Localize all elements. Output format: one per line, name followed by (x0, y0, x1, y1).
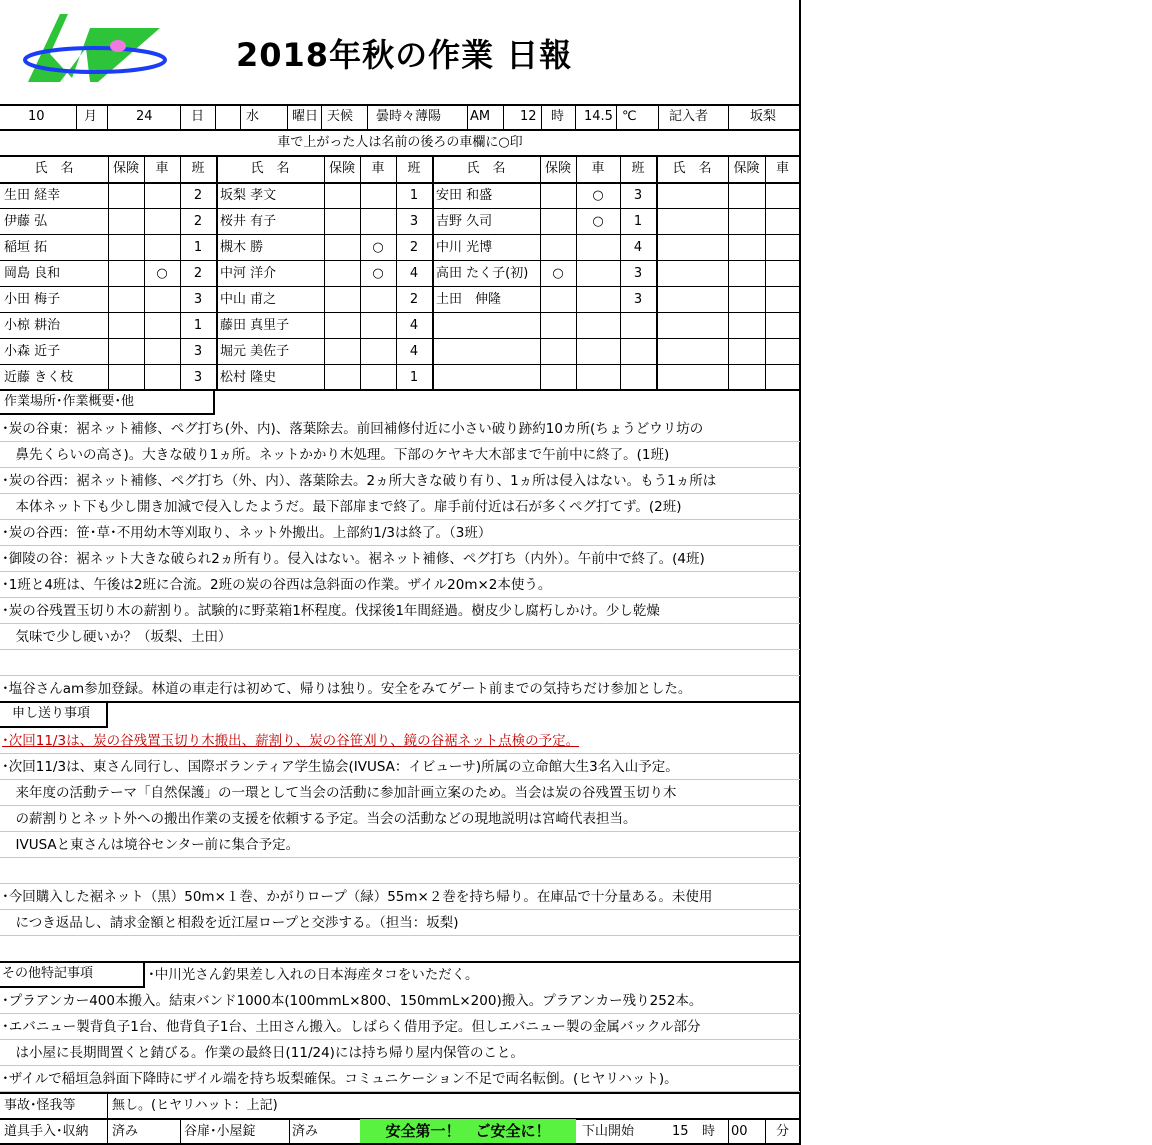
divider (107, 1093, 108, 1119)
group-logo (20, 8, 170, 90)
table-header: 保険 (544, 161, 571, 176)
member-name: 藤田 真里子 (220, 318, 290, 333)
member-name: 生田 経幸 (4, 188, 61, 203)
table-header: 車 (591, 161, 605, 176)
safety-slogan: 安全第一！ ご安全に！ (360, 1119, 576, 1144)
member-team: 2 (193, 214, 203, 229)
descent-hour-label: 時 (702, 1124, 716, 1139)
text-line: 気味で少し硬いか？（坂梨、土田） (2, 629, 232, 645)
ampm-value: AM (470, 109, 491, 124)
member-team: 3 (633, 188, 643, 203)
divider (620, 156, 621, 390)
divider (180, 1119, 181, 1145)
divider (541, 105, 542, 130)
divider (107, 105, 108, 130)
member-name: 伊藤 弘 (4, 214, 48, 229)
divider (180, 156, 181, 390)
member-team: 1 (409, 370, 419, 385)
weekday-value: 水 (246, 109, 260, 124)
divider (616, 105, 617, 130)
hour-label: 時 (551, 109, 565, 124)
other-first-line: ･中川光さん釣果差し入れの日本海産タコをいただく。 (148, 967, 479, 983)
divider (216, 156, 218, 390)
text-line: 本体ネット下も少し開き加減で侵入したようだ。最下部扉まで終了。扉手前付近は石が多くペグ打てず。(2班) (2, 499, 682, 515)
divider (360, 156, 361, 390)
member-team: 3 (409, 214, 419, 229)
table-header: 氏 名 (34, 161, 74, 176)
handover-label: 申し送り事項 (12, 706, 91, 721)
member-team: 2 (193, 188, 203, 203)
divider (367, 105, 368, 130)
member-team: 3 (193, 292, 203, 307)
divider (503, 105, 504, 130)
lock-value: 済み (292, 1124, 319, 1139)
member-name: 岡島 良和 (4, 266, 61, 281)
member-team: 4 (409, 318, 419, 333)
weather-label: 天候 (327, 109, 354, 124)
descent-hour: 15 (672, 1124, 689, 1139)
hour-value: 12 (520, 109, 537, 124)
day-label: 日 (191, 109, 205, 124)
member-name: 小森 近子 (4, 344, 61, 359)
member-team: 4 (409, 344, 419, 359)
member-name: 中河 洋介 (220, 266, 277, 281)
divider (432, 156, 434, 390)
member-name: 中川 光博 (436, 240, 493, 255)
member-name: 安田 和盛 (436, 188, 493, 203)
member-team: 1 (193, 318, 203, 333)
member-name: 小椋 耕治 (4, 318, 61, 333)
month-label: 月 (84, 109, 98, 124)
temperature-value: 14.5 (584, 109, 613, 124)
table-header: 保険 (733, 161, 760, 176)
member-name: 槻木 勝 (220, 240, 264, 255)
temperature-unit: ℃ (622, 109, 637, 124)
table-header: 車 (371, 161, 385, 176)
divider (658, 105, 659, 130)
divider (107, 1119, 108, 1145)
member-team: 4 (409, 266, 419, 281)
member-name: 近藤 きく枝 (4, 370, 74, 385)
divider (215, 105, 216, 130)
text-line: ･次回11/3は、東さん同行し、国際ボランティア学生協会(IVUSA：イビューサ)所属の立命館大生3名入山予定。 (2, 759, 679, 775)
divider (728, 1119, 729, 1145)
text-line: ･エバニュー製背負子1台、他背負子1台、土田さん搬入。しばらく借用予定。但しエバニュー製の金属バックル部分 (2, 1019, 701, 1035)
member-name: 桜井 有子 (220, 214, 277, 229)
text-line: 来年度の活動テーマ「自然保護」の一環として当会の活動に参加計画立案のため。当会は炭の谷残置玉切り木 (2, 785, 677, 801)
tools-value: 済み (112, 1124, 139, 1139)
table-header: 車 (155, 161, 169, 176)
member-team: 2 (409, 240, 419, 255)
page-title: 2018年秋の作業 日報 (236, 36, 573, 74)
member-team: 1 (633, 214, 643, 229)
tools-label: 道具手入･収納 (4, 1124, 89, 1139)
member-name: 中山 甫之 (220, 292, 277, 307)
member-team: 3 (193, 344, 203, 359)
text-line: につき返品し、請求金額と相殺を近江屋ロープと交渉する。（担当：坂梨) (2, 915, 459, 931)
text-line: ･炭の谷西：裾ネット補修、ペグ打ち（外、内）、落葉除去。2ヵ所大きな破り有り、1ヵ所は侵入はない。もう1ヵ所は (2, 473, 717, 489)
divider (656, 156, 658, 390)
member-car: ○ (156, 266, 168, 281)
member-team: 1 (409, 188, 419, 203)
table-header: 氏 名 (672, 161, 712, 176)
descent-minute: 00 (731, 1124, 748, 1139)
member-insurance: ○ (552, 266, 564, 281)
member-car: ○ (592, 188, 604, 203)
member-name: 坂梨 孝文 (220, 188, 277, 203)
text-line: ･1班と4班は、午後は2班に合流。2班の炭の谷西は急斜面の作業。ザイル20m×2本使う。 (2, 577, 552, 593)
divider (576, 156, 577, 390)
divider (728, 105, 729, 130)
member-team: 2 (409, 292, 419, 307)
table-header: 保険 (112, 161, 139, 176)
table-header: 氏 名 (250, 161, 290, 176)
divider (396, 156, 397, 390)
text-line: ･次回11/3は、炭の谷残置玉切り木搬出、薪割り、炭の谷笹刈り、鏡の谷裾ネット点検の予定。 (2, 733, 580, 749)
table-header: 班 (631, 161, 645, 176)
member-name: 堀元 美佐子 (220, 344, 290, 359)
text-line: IVUSAと東さんは境谷センター前に集合予定。 (2, 837, 300, 853)
recorder-label: 記入者 (669, 109, 709, 124)
table-header: 班 (191, 161, 205, 176)
text-line: ･今回購入した裾ネット（黒）50m×１巻、かがりロープ（緑）55m×２巻を持ち帰り。在庫品で十分量ある。未使用 (2, 889, 713, 905)
text-line: ･プラアンカー400本搬入。結束バンド1000本(100mmL×800、150mmL×200)搬入。プラアンカー残り252本。 (2, 993, 703, 1009)
divider (728, 156, 729, 390)
table-header: 保険 (328, 161, 355, 176)
member-car: ○ (372, 266, 384, 281)
recorder-value: 坂梨 (750, 109, 777, 124)
divider (287, 105, 288, 130)
member-name: 稲垣 拓 (4, 240, 48, 255)
text-line: 鼻先くらいの高さ)。大きな破り1ヵ所。ネットかかり木処理。下部のケヤキ大木部まで午前中に終了。(1班) (2, 447, 670, 463)
descent-label: 下山開始 (582, 1124, 635, 1139)
lock-label: 谷扉･小屋錠 (184, 1124, 256, 1139)
weather-value: 曇時々薄陽 (376, 109, 442, 124)
handover-label-box (0, 702, 108, 728)
text-line: は小屋に長期間置くと錆びる。作業の最終日(11/24)には持ち帰り屋内保管のこと。 (2, 1045, 524, 1061)
member-team: 1 (193, 240, 203, 255)
member-team: 3 (193, 370, 203, 385)
divider (765, 156, 766, 390)
other-label: その他特記事項 (2, 966, 94, 981)
car-note: 車で上がった人は名前の後ろの車欄に○印 (277, 135, 523, 150)
month-value: 10 (28, 109, 45, 124)
text-line: ･炭の谷東：裾ネット補修、ペグ打ち(外、内)、落葉除去。前回補修付近に小さい破り跡約10カ所(ちょうどウリ坊の (2, 421, 704, 437)
text-line: ･塩谷さんam参加登録。林道の車走行は初めて、帰りは独り。安全をみてゲート前までの気持ちだけ参加とした。 (2, 681, 692, 697)
member-team: 3 (633, 266, 643, 281)
divider (0, 701, 800, 703)
member-name: 吉野 久司 (436, 214, 493, 229)
text-line: ･ザイルで稲垣急斜面下降時にザイル端を持ち坂梨確保。コミュニケーション不足で両名転倒。(ヒヤリハット)。 (2, 1071, 678, 1087)
member-name: 松村 隆史 (220, 370, 277, 385)
divider (575, 105, 576, 130)
table-header: 班 (407, 161, 421, 176)
table-header: 氏 名 (466, 161, 506, 176)
text-line: ･御陵の谷：裾ネット大きな破られ2ヵ所有り。侵入はない。裾ネット補修、ペグ打ち（内外）。午前中で終了。(4班) (2, 551, 705, 567)
table-header: 車 (775, 161, 789, 176)
divider (324, 156, 325, 390)
divider (467, 105, 468, 130)
member-team: 3 (633, 292, 643, 307)
text-line: ･炭の谷残置玉切り木の薪割り。試験的に野菜箱1杯程度。伐採後1年間経過。樹皮少し腐朽しかけ。少し乾燥 (2, 603, 660, 619)
member-name: 土田 伸隆 (436, 292, 502, 307)
work-label: 作業場所･作業概要･他 (4, 394, 135, 409)
member-car: ○ (592, 214, 604, 229)
divider (180, 105, 181, 130)
text-line: ･炭の谷西：笹･草･不用幼木等刈取り、ネット外搬出。上部約1/3は終了。（3班） (2, 525, 492, 541)
member-name: 小田 梅子 (4, 292, 61, 307)
accident-label: 事故･怪我等 (4, 1098, 76, 1113)
accident-value: 無し。(ヒヤリハット：上記) (112, 1098, 278, 1113)
divider (240, 105, 241, 130)
member-car: ○ (372, 240, 384, 255)
divider (321, 105, 322, 130)
text-line: の薪割りとネット外への搬出作業の支援を依頼する予定。当会の活動などの現地説明は宮崎代表担当。 (2, 811, 637, 827)
member-team: 2 (193, 266, 203, 281)
divider (144, 156, 145, 390)
divider (765, 1119, 766, 1145)
work-label-box (0, 390, 215, 415)
descent-minute-label: 分 (776, 1124, 790, 1139)
other-label-box (0, 962, 145, 988)
weekday-label: 曜日 (292, 109, 319, 124)
divider (289, 1119, 290, 1145)
member-name: 高田 たく子(初) (436, 266, 529, 281)
day-value: 24 (136, 109, 153, 124)
divider (540, 156, 541, 390)
divider (76, 105, 77, 130)
divider (108, 156, 109, 390)
member-team: 4 (633, 240, 643, 255)
